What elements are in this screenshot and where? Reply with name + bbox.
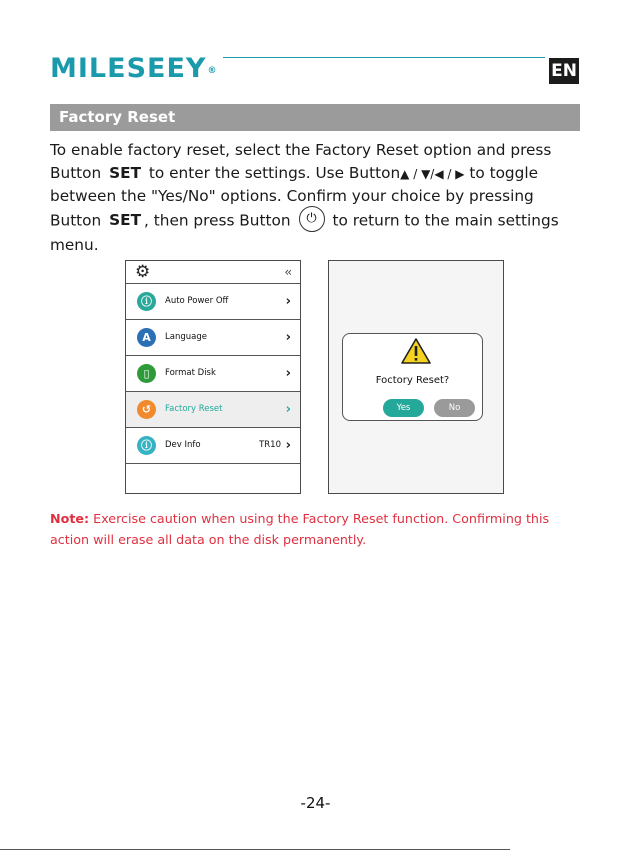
reset-icon: ↺ [137,400,156,419]
sd-card-icon: ▯ [137,364,156,383]
warning-icon [401,338,431,364]
set-button-label: SET [109,163,142,182]
note-text: Exercise caution when using the Factory Reset function. Confirming this action will erase all data on the disk permanently. [50,511,550,547]
settings-menu-screen [125,260,301,494]
info-icon: ⓘ [137,436,156,455]
factory-reset-dialog [342,333,483,421]
no-button[interactable]: No [434,399,475,417]
confirm-screen [328,260,504,494]
instructions-paragraph [50,139,575,256]
chevron-right-icon: › [285,294,291,309]
language-icon: A [137,328,156,347]
note-label: Note: [50,511,90,526]
section-header [50,104,580,131]
device-model-value: TR10 [259,440,281,450]
menu-item-format-disk[interactable]: ▯ Format Disk › [126,356,300,392]
instructions-line-2: Button SET to enter the settings. Use Button▲ / ▼/◀ / ▶ to toggle [50,163,539,182]
chevron-right-icon: › [285,330,291,345]
set-button-label: SET [109,211,142,229]
chevron-right-icon: › [285,402,291,417]
instructions-line-5: menu. [50,235,99,254]
footer-divider [0,849,510,850]
header-divider [223,57,545,58]
gear-icon: ⚙ [135,262,151,282]
arrow-buttons-icons: ▲ / ▼/◀ / ▶ [400,166,465,181]
note-paragraph [50,508,580,550]
power-button-icon: ⏻ [299,206,325,232]
menu-item-language[interactable]: A Language › [126,320,300,356]
instructions-line-1: To enable factory reset, select the Factory Reset option and press [50,141,552,159]
instructions-line-3: between the "Yes/No" options. Confirm your choice by pressing [50,187,534,205]
back-icon[interactable]: ‹‹ [284,265,290,279]
brand-logo: MILESEEY® [50,53,218,84]
chevron-right-icon: › [285,366,291,381]
settings-header [126,261,300,284]
language-badge: EN [549,58,579,84]
instructions-line-4: Button SET , then press Button ⏻ to return to the main settings [50,208,575,234]
dialog-message: Foctory Reset? [375,375,450,386]
chevron-right-icon: › [285,438,291,453]
page-number: -24- [300,794,331,812]
menu-item-factory-reset[interactable]: ↺ Factory Reset › [126,392,300,428]
menu-item-auto-power-off[interactable]: ⓘ Auto Power Off › [126,284,300,320]
yes-button[interactable]: Yes [383,399,424,417]
section-title: Factory Reset [59,108,176,126]
info-icon: ⓘ [137,292,156,311]
menu-item-dev-info[interactable]: ⓘ Dev Info TR10 › [126,428,300,464]
